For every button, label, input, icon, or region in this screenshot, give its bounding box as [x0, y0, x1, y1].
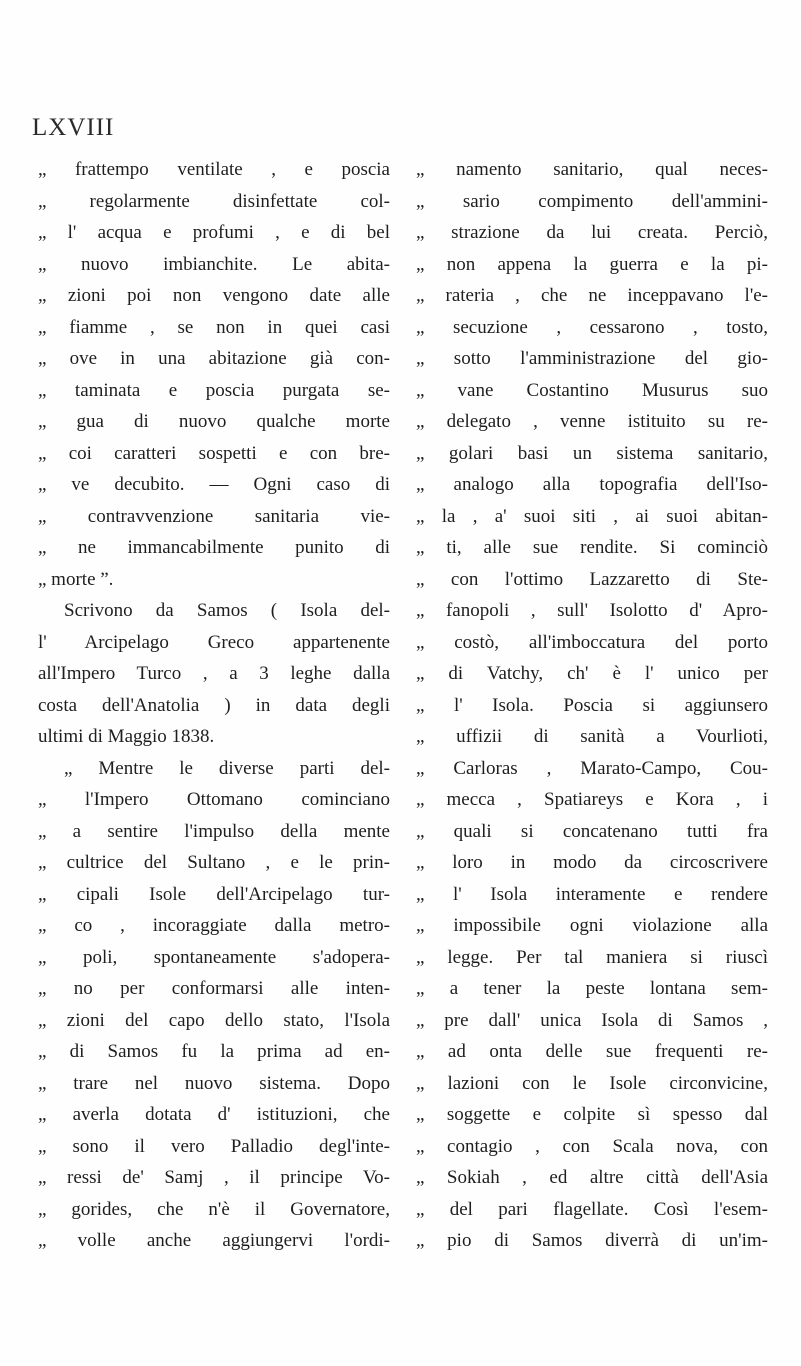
text-line: „ frattempo ventilate , e poscia — [38, 159, 390, 180]
text-line: all'Impero Turco , a 3 leghe dalla — [38, 663, 390, 684]
text-line: „ ve decubito. — Ogni caso di — [38, 474, 390, 495]
text-line: Scrivono da Samos ( Isola del- — [64, 600, 390, 621]
text-line: „ contravvenzione sanitaria vie- — [38, 505, 390, 527]
text-line: „ volle anche aggiungervi l'ordi- — [38, 1230, 390, 1251]
text-line: „ impossibile ogni violazione alla — [416, 915, 768, 936]
text-line: „ nuovo imbianchite. Le abita- — [38, 253, 390, 275]
text-line: l' Arcipelago Greco appartenente — [38, 631, 390, 653]
text-line: „ mecca , Spatiareys e Kora , i — [416, 789, 768, 810]
text-line: „ l' Isola interamente e rendere — [416, 883, 768, 905]
text-line: „ co , incoraggiate dalla metro- — [38, 915, 390, 936]
text-line: „ l' acqua e profumi , e di bel — [38, 222, 390, 243]
text-line: „ ad onta delle sue frequenti re- — [416, 1041, 768, 1062]
left-text-column — [38, 154, 390, 1257]
text-line: „ di Samos fu la prima ad en- — [38, 1041, 390, 1062]
text-line: „ con l'ottimo Lazzaretto di Ste- — [416, 568, 768, 590]
text-line: „ analogo alla topografia dell'Iso- — [416, 474, 768, 495]
text-line: „ vane Costantino Musurus suo — [416, 379, 768, 401]
text-line: „ Carloras , Marato-Campo, Cou- — [416, 757, 768, 779]
text-line: „ ove in una abitazione già con- — [38, 348, 390, 369]
text-line: „ ne immancabilmente punito di — [38, 537, 390, 558]
text-line: „ costò, all'imboccatura del porto — [416, 631, 768, 653]
text-line: „ cultrice del Sultano , e le prin- — [38, 852, 390, 873]
text-line: „ regolarmente disinfettate col- — [38, 190, 390, 212]
page-number: LXVIII — [32, 114, 115, 141]
text-line: „ delegato , venne istituito su re- — [416, 411, 768, 432]
text-line: „ del pari flagellate. Così l'esem- — [416, 1198, 768, 1220]
text-line: „ trare nel nuovo sistema. Dopo — [38, 1072, 390, 1094]
text-line: „ non appena la guerra e la pi- — [416, 253, 768, 275]
text-line: „ cipali Isole dell'Arcipelago tur- — [38, 883, 390, 905]
text-line: „ contagio , con Scala nova, con — [416, 1135, 768, 1157]
text-line: „ ressi de' Samj , il principe Vo- — [38, 1167, 390, 1188]
text-line: „ Sokiah , ed altre città dell'Asia — [416, 1167, 768, 1188]
text-line: „ soggette e colpite sì spesso dal — [416, 1104, 768, 1125]
text-line: „ quali si concatenano tutti fra — [416, 820, 768, 842]
text-line: „ taminata e poscia purgata se- — [38, 379, 390, 401]
text-line: „ gorides, che n'è il Governatore, — [38, 1198, 390, 1220]
text-line: „ l' Isola. Poscia si aggiunsero — [416, 694, 768, 716]
text-line: „ sono il vero Palladio degl'inte- — [38, 1135, 390, 1157]
text-line: „ la , a' suoi siti , ai suoi abitan- — [416, 505, 768, 527]
text-line: „ a tener la peste lontana sem- — [416, 978, 768, 999]
text-line: „ a sentire l'impulso della mente — [38, 820, 390, 842]
text-line: costa dell'Anatolia ) in data degli — [38, 694, 390, 716]
text-line: „ zioni del capo dello stato, l'Isola — [38, 1009, 390, 1031]
text-line: „ poli, spontaneamente s'adopera- — [38, 946, 390, 968]
text-line: „ gua di nuovo qualche morte — [38, 411, 390, 432]
text-line: „ legge. Per tal maniera si riuscì — [416, 946, 768, 968]
text-line: „ pio di Samos diverrà di un'im- — [416, 1230, 768, 1251]
text-line: „ di Vatchy, ch' è l' unico per — [416, 663, 768, 684]
text-line: „ fanopoli , sull' Isolotto d' Apro- — [416, 600, 768, 621]
text-line: „ pre dall' unica Isola di Samos , — [416, 1009, 768, 1031]
text-line: „ loro in modo da circoscrivere — [416, 852, 768, 873]
text-line: ultimi di Maggio 1838. — [38, 726, 215, 747]
right-text-column — [416, 154, 768, 1257]
text-line: „ golari basi un sistema sanitario, — [416, 442, 768, 464]
text-line: „ coi caratteri sospetti e con bre- — [38, 442, 390, 464]
text-line: „ sotto l'amministrazione del gio- — [416, 348, 768, 369]
text-line: „ averla dotata d' istituzioni, che — [38, 1104, 390, 1125]
text-line: „ namento sanitario, qual neces- — [416, 159, 768, 180]
text-line: „ morte ”. — [38, 568, 114, 590]
text-line: „ lazioni con le Isole circonvicine, — [416, 1072, 768, 1094]
text-line: „ zioni poi non vengono date alle — [38, 285, 390, 306]
text-line: „ strazione da lui creata. Perciò, — [416, 222, 768, 243]
text-line: „ no per conformarsi alle inten- — [38, 978, 390, 999]
text-line: „ ti, alle sue rendite. Si cominciò — [416, 537, 768, 558]
text-line: „ uffizii di sanità a Vourlioti, — [416, 726, 768, 747]
text-line: „ secuzione , cessarono , tosto, — [416, 316, 768, 338]
text-line: „ Mentre le diverse parti del- — [64, 757, 390, 779]
text-line: „ l'Impero Ottomano cominciano — [38, 789, 390, 810]
text-line: „ fiamme , se non in quei casi — [38, 316, 390, 338]
text-line: „ sario compimento dell'ammini- — [416, 190, 768, 212]
text-line: „ rateria , che ne inceppavano l'e- — [416, 285, 768, 306]
